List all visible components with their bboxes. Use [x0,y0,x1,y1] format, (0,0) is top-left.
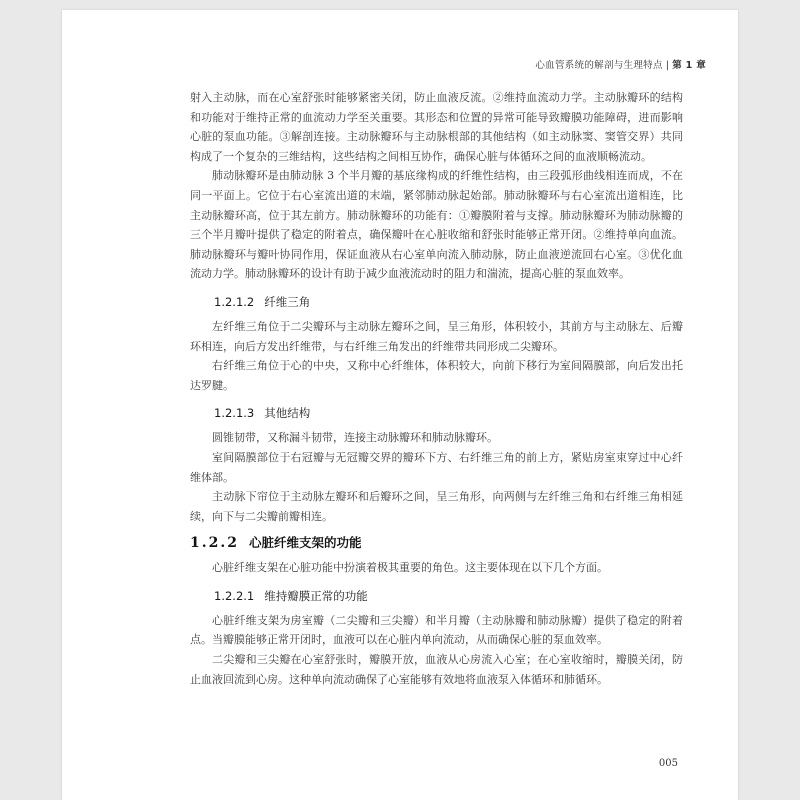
subsection-heading [214,587,683,605]
running-head-chapter: 第 1 章 [672,60,706,71]
heading-number: 1.2.2 [190,535,239,552]
body-paragraph: 左纤维三角位于二尖瓣环与主动脉左瓣环之间，呈三角形，体积较小，其前方与主动脉左、后瓣环相连，向后方发出纤维带，与右纤维三角发出的纤维带共同形成二尖瓣环。 [190,319,683,353]
heading-text: 纤维三角 [264,294,311,309]
heading-text: 其他结构 [264,406,311,421]
body-paragraph: 肺动脉瓣环是由肺动脉 3 个半月瓣的基底缘构成的纤维性结构，由三段弧形曲线相连而成，不在同一平面上。它位于右心室流出道的末端，紧邻肺动脉起始部。肺动脉瓣环与右心室流出道相连，比主动脉瓣环高，位于其左前方。肺动脉瓣环的功能有：①瓣膜附着与支撑。肺动脉瓣环为肺动脉瓣的三个半月瓣叶提供了稳定的附着点，确保瓣叶在心脏收缩和舒张时能够正常开闭。②维持单向血流。肺动脉瓣环与瓣叶协同作用，保证血液从右心室单向流入肺动脉，防止血液逆流回右心室。③优化血流动力学。肺动脉瓣环的设计有助于减少血液流动时的阻力和湍流，提高心脏的泵血效率。 [190,169,683,281]
section-heading [190,532,683,554]
body-paragraph: 圆锥韧带，又称漏斗韧带，连接主动脉瓣环和肺动脉瓣环。 [212,431,498,445]
heading-text: 心脏纤维支架的功能 [248,535,362,551]
page-number: 005 [658,758,678,769]
body-paragraph: 二尖瓣和三尖瓣在心室舒张时，瓣膜开放，血液从心房流入心室；在心室收缩时，瓣膜关闭，防止血液回流到心房。这种单向流动确保了心室能够有效地将血液泵入体循环和肺循环。 [190,653,683,686]
page-body [190,88,683,689]
body-paragraph: 心脏纤维支架为房室瓣（二尖瓣和三尖瓣）和半月瓣（主动脉瓣和肺动脉瓣）提供了稳定的附着点。当瓣膜能够正常开闭时，血液可以在心脏内单向流动，从而确保心脏的泵血效率。 [190,613,683,647]
body-paragraph: 心脏纤维支架在心脏功能中扮演着极其重要的角色。这主要体现在以下几个方面。 [212,561,608,575]
running-head-title: 心血管系统的解剖与生理特点 [535,60,663,71]
subsection-heading [214,293,683,311]
running-head-separator: | [665,60,670,71]
body-paragraph: 右纤维三角位于心的中央，又称中心纤维体，体积较大，向前下移行为室间隔膜部，向后发出托达罗腱。 [190,359,683,392]
body-paragraph: 射入主动脉，而在心室舒张时能够紧密关闭，防止血液反流。②维持血流动力学。主动脉瓣环的结构和功能对于维持正常的血流动力学至关重要。其形态和位置的异常可能导致瓣膜功能障碍，进而影响心脏的泵血功能。③解剖连接。主动脉瓣环与主动脉根部的其他结构（如主动脉窦、窦管交界）共同构成了一个复杂的三维结构，这些结构之间相互协作，确保心脏与体循环之间的血液顺畅流动。 [190,91,683,163]
book-page [62,10,738,800]
heading-text: 维持瓣膜正常的功能 [264,588,368,603]
running-head [535,57,706,71]
heading-number: 1.2.2.1 [214,588,255,603]
heading-number: 1.2.1.3 [214,406,255,421]
body-paragraph: 室间隔膜部位于右冠瓣与无冠瓣交界的瓣环下方、右纤维三角的前上方，紧贴房室束穿过中心纤维体部。 [190,450,683,484]
heading-number: 1.2.1.2 [214,294,255,309]
subsection-heading [214,404,683,422]
body-paragraph: 主动脉下帘位于主动脉左瓣环和后瓣环之间，呈三角形，向两侧与左纤维三角和右纤维三角相延续，向下与二尖瓣前瓣相连。 [190,490,683,523]
